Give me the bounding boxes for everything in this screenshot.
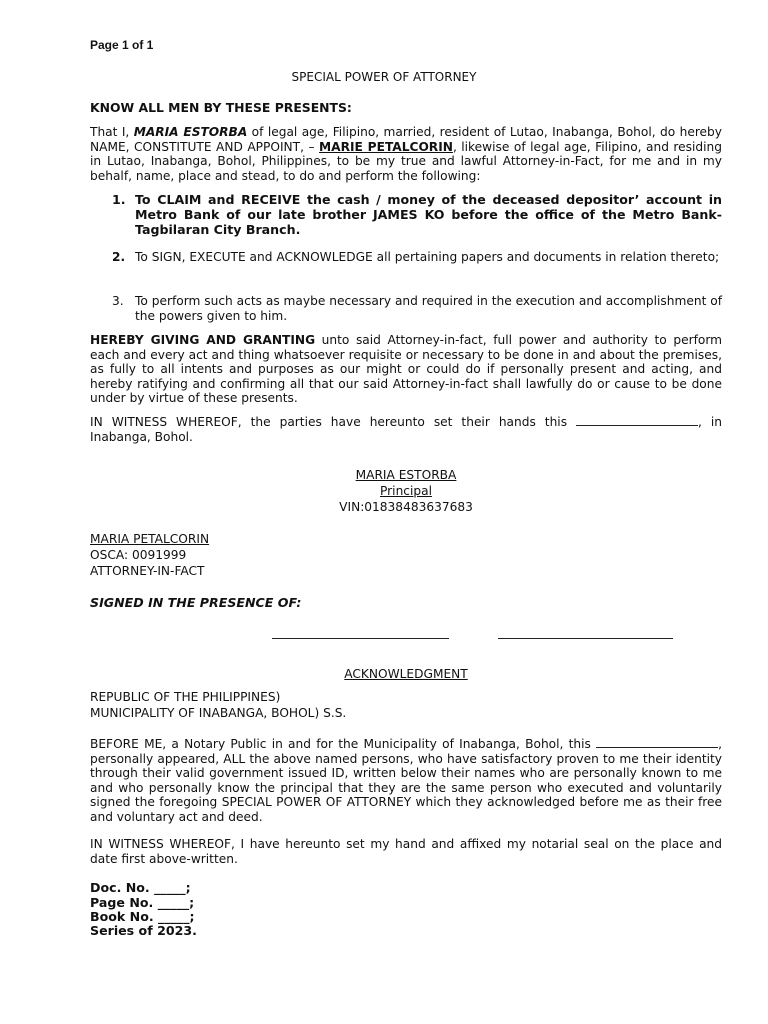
doc-number: Doc. No. _____; bbox=[90, 880, 191, 895]
attorney-name-signature: MARIA PETALCORIN bbox=[90, 532, 210, 546]
document-title: SPECIAL POWER OF ATTORNEY bbox=[291, 70, 477, 84]
principal-name: MARIA ESTORBA bbox=[133, 125, 248, 139]
before-me-paragraph: BEFORE ME, a Notary Public in and for the Municipality of Inabanga, Bohol, this , personally appeared, ALL the above named persons, who have satisfactory proven to me their identity through their valid government issued ID, written below their names who are personally known to me and who personally know the principal that they are the same person who executed and voluntarily signed the foregoing SPECIAL POWER OF ATTORNEY which they acknowledged before me as their free and voluntary act and deed. bbox=[90, 737, 722, 824]
list-item: 2. To SIGN, EXECUTE and ACKNOWLEDGE all pertaining papers and documents in relation thereto; bbox=[112, 250, 720, 264]
list-item: 3. To perform such acts as maybe necessary and required in the execution and accomplishment of the powers given to him. bbox=[112, 294, 722, 323]
attorney-osca: OSCA: 0091999 bbox=[90, 548, 187, 562]
know-all-men-heading: KNOW ALL MEN BY THESE PRESENTS: bbox=[90, 100, 352, 115]
list-item: 1. To CLAIM and RECEIVE the cash / money of the deceased depositor’ account in Metro Bank of our late brother JAMES KO before the office of the Metro Bank- Tagbilaran City Branch. bbox=[112, 192, 722, 238]
book-number: Book No. _____; bbox=[90, 909, 195, 924]
witness-paragraph: IN WITNESS WHEREOF, the parties have hereunto set their hands this , in Inabanga, Bohol. bbox=[90, 415, 723, 444]
attorney-name: MARIE PETALCORIN bbox=[319, 139, 453, 154]
date-blank bbox=[596, 736, 718, 748]
municipality-line: MUNICIPALITY OF INABANGA, BOHOL) S.S. bbox=[90, 706, 347, 720]
acknowledgment-title: ACKNOWLEDGMENT bbox=[344, 667, 468, 681]
principal-role: Principal bbox=[380, 484, 432, 498]
principal-name-signature: MARIA ESTORBA bbox=[355, 468, 457, 482]
republic-line: REPUBLIC OF THE PHILIPPINES) bbox=[90, 690, 281, 704]
date-blank bbox=[576, 414, 698, 426]
principal-vin: VIN:01838483637683 bbox=[339, 500, 473, 514]
notary-witness-paragraph: IN WITNESS WHEREOF, I have hereunto set my hand and affixed my notarial seal on the place and date first above-written. bbox=[90, 837, 722, 866]
witness-signature-line bbox=[272, 638, 449, 639]
hereby-paragraph: HEREBY GIVING AND GRANTING unto said Attorney-in-fact, full power and authority to perform each and every act and thing whatsoever requisite or necessary to be done in and about the premises, as fully to all intents and purposes as our might or could do if personally present and acting, and hereby ratifying and confirming all that our said Attorney-in-fact shall lawfully do or cause to be done under by virtue of these presents. bbox=[90, 333, 722, 405]
series-year: Series of 2023. bbox=[90, 923, 197, 938]
witness-signature-line bbox=[498, 638, 673, 639]
attorney-role: ATTORNEY-IN-FACT bbox=[90, 564, 205, 578]
signed-presence-heading: SIGNED IN THE PRESENCE OF: bbox=[90, 595, 302, 610]
intro-paragraph: That I, MARIA ESTORBA of legal age, Filipino, married, resident of Lutao, Inabanga, Bohol, do hereby NAME, CONSTITUTE AND APPOINT, – MARIE PETALCORIN, likewise of legal age, Filipino, and residing in Lutao, Inabanga, Bohol, Philippines, to be my true and lawful Attorney-in-Fact, for me and in my behalf, name, place and stead, to do and perform the following: bbox=[90, 125, 723, 183]
page-number: Page 1 of 1 bbox=[90, 38, 154, 52]
page-number-notary: Page No. _____; bbox=[90, 895, 195, 910]
